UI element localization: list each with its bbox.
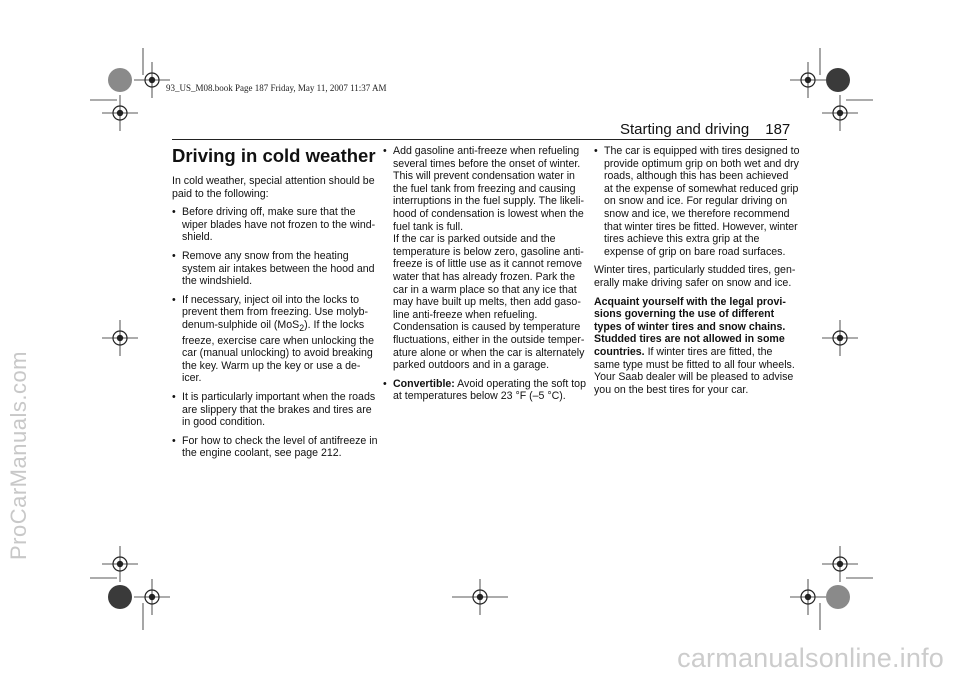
legal-bold-text: Acquaint yourself with the legal provi-sions governing the use of different types of winter tires and snow chains. Studded tires are not allowed in some countries.	[594, 295, 786, 358]
moly-text-before: If necessary, inject oil into the locks to prevent them from freezing. Use molyb-denum-sulphide oil (MoS	[182, 293, 369, 331]
winter-tires-paragraph: Winter tires, particularly studded tires, gen-erally make driving safer on snow and ice.	[594, 264, 796, 289]
header-rule	[172, 139, 787, 140]
crosshair-registration-icon	[102, 320, 138, 356]
list-item	[383, 145, 589, 372]
column-1	[172, 145, 378, 466]
crosshair-registration-icon	[134, 579, 170, 615]
column-2	[383, 145, 589, 409]
list-item	[172, 294, 378, 385]
bullet-list-1	[172, 206, 378, 460]
page-title: Driving in cold weather	[172, 145, 376, 166]
bottom-watermark: carmanualsonline.info	[677, 643, 944, 673]
running-head	[620, 121, 790, 138]
crosshair-registration-icon	[134, 62, 170, 98]
crosshair-registration-icon	[790, 62, 826, 98]
subscript: 2	[299, 323, 305, 334]
page-number: 187	[765, 121, 791, 138]
convertible-text: Avoid operating the soft top at temperatures below 23 °F (–5 °C).	[393, 377, 586, 403]
print-color-dot-icon	[108, 585, 132, 609]
legal-paragraph	[594, 296, 800, 397]
bullet-list-2	[383, 145, 589, 403]
crosshair-registration-icon	[790, 579, 826, 615]
list-item: • Before driving off, make sure that the wiper blades have not frozen to the wind-shield.	[172, 206, 378, 244]
side-watermark: ProCarManuals.com	[6, 350, 31, 560]
antifreeze-para-2: If the car is parked outside and the temperature is below zero, gasoline anti-freeze is of little use as it cannot remove water that has already frozen. Park the car in a warm place so that any ice that may have built up melts, then add gaso-line anti-freeze when refueling.	[393, 233, 584, 321]
intro-text: In cold weather, special attention should be paid to the following:	[172, 175, 375, 200]
column-3	[594, 145, 800, 402]
list-item: • The car is equipped with tires designed to provide optimum grip on both wet and dry roads, although this has been achieved at the expense of somewhat reduced grip on snow and ice. For regular driving on snow and ice, we therefore recommend that winter tires be fitted. However, winter tires achieve this extra grip at the expense of grip on bare road surfaces.	[594, 145, 800, 258]
legal-rest-text: If winter tires are fitted, the same type must be fitted to all four wheels. Your Saab dealer will be pleased to advise you on the best tires for your car.	[594, 345, 795, 396]
list-item: • For how to check the level of antifreeze in the engine coolant, see page 212.	[172, 435, 378, 460]
antifreeze-para-1: • Add gasoline anti-freeze when refueling several times before the onset of winter. This will prevent condensation water in the fuel tank from freezing and causing interruptions in the fuel supply. The likeli-hood of condensation is lowest when the fuel tank is full.	[393, 145, 584, 233]
moly-text-after: ). If the locks freeze, exercise care when unlocking the car (manual unlocking) to avoid breaking the key. Warm up the key or use a de-icer.	[182, 318, 374, 385]
crosshair-registration-icon	[102, 546, 138, 582]
list-item	[383, 378, 589, 403]
antifreeze-para-3: Condensation is caused by temperature fluctuations, either in the outside temper-ature alone or when the car is alternately parked outdoors and in a garage.	[393, 321, 585, 372]
print-color-dot-icon	[108, 68, 132, 92]
file-header: 93_US_M08.book Page 187 Friday, May 11, 2007 11:37 AM	[166, 83, 387, 93]
print-color-dot-icon	[826, 68, 850, 92]
crosshair-registration-icon	[822, 546, 858, 582]
section-title: Starting and driving	[620, 121, 750, 138]
list-item: • Remove any snow from the heating system air intakes between the hood and the windshield.	[172, 250, 378, 288]
crosshair-registration-icon	[822, 320, 858, 356]
convertible-label: Convertible:	[393, 377, 455, 390]
print-color-dot-icon	[826, 585, 850, 609]
list-item: • It is particularly important when the roads are slippery that the brakes and tires are in good condition.	[172, 391, 378, 429]
bullet-list-3	[594, 145, 800, 258]
crosshair-registration-icon	[452, 579, 508, 615]
